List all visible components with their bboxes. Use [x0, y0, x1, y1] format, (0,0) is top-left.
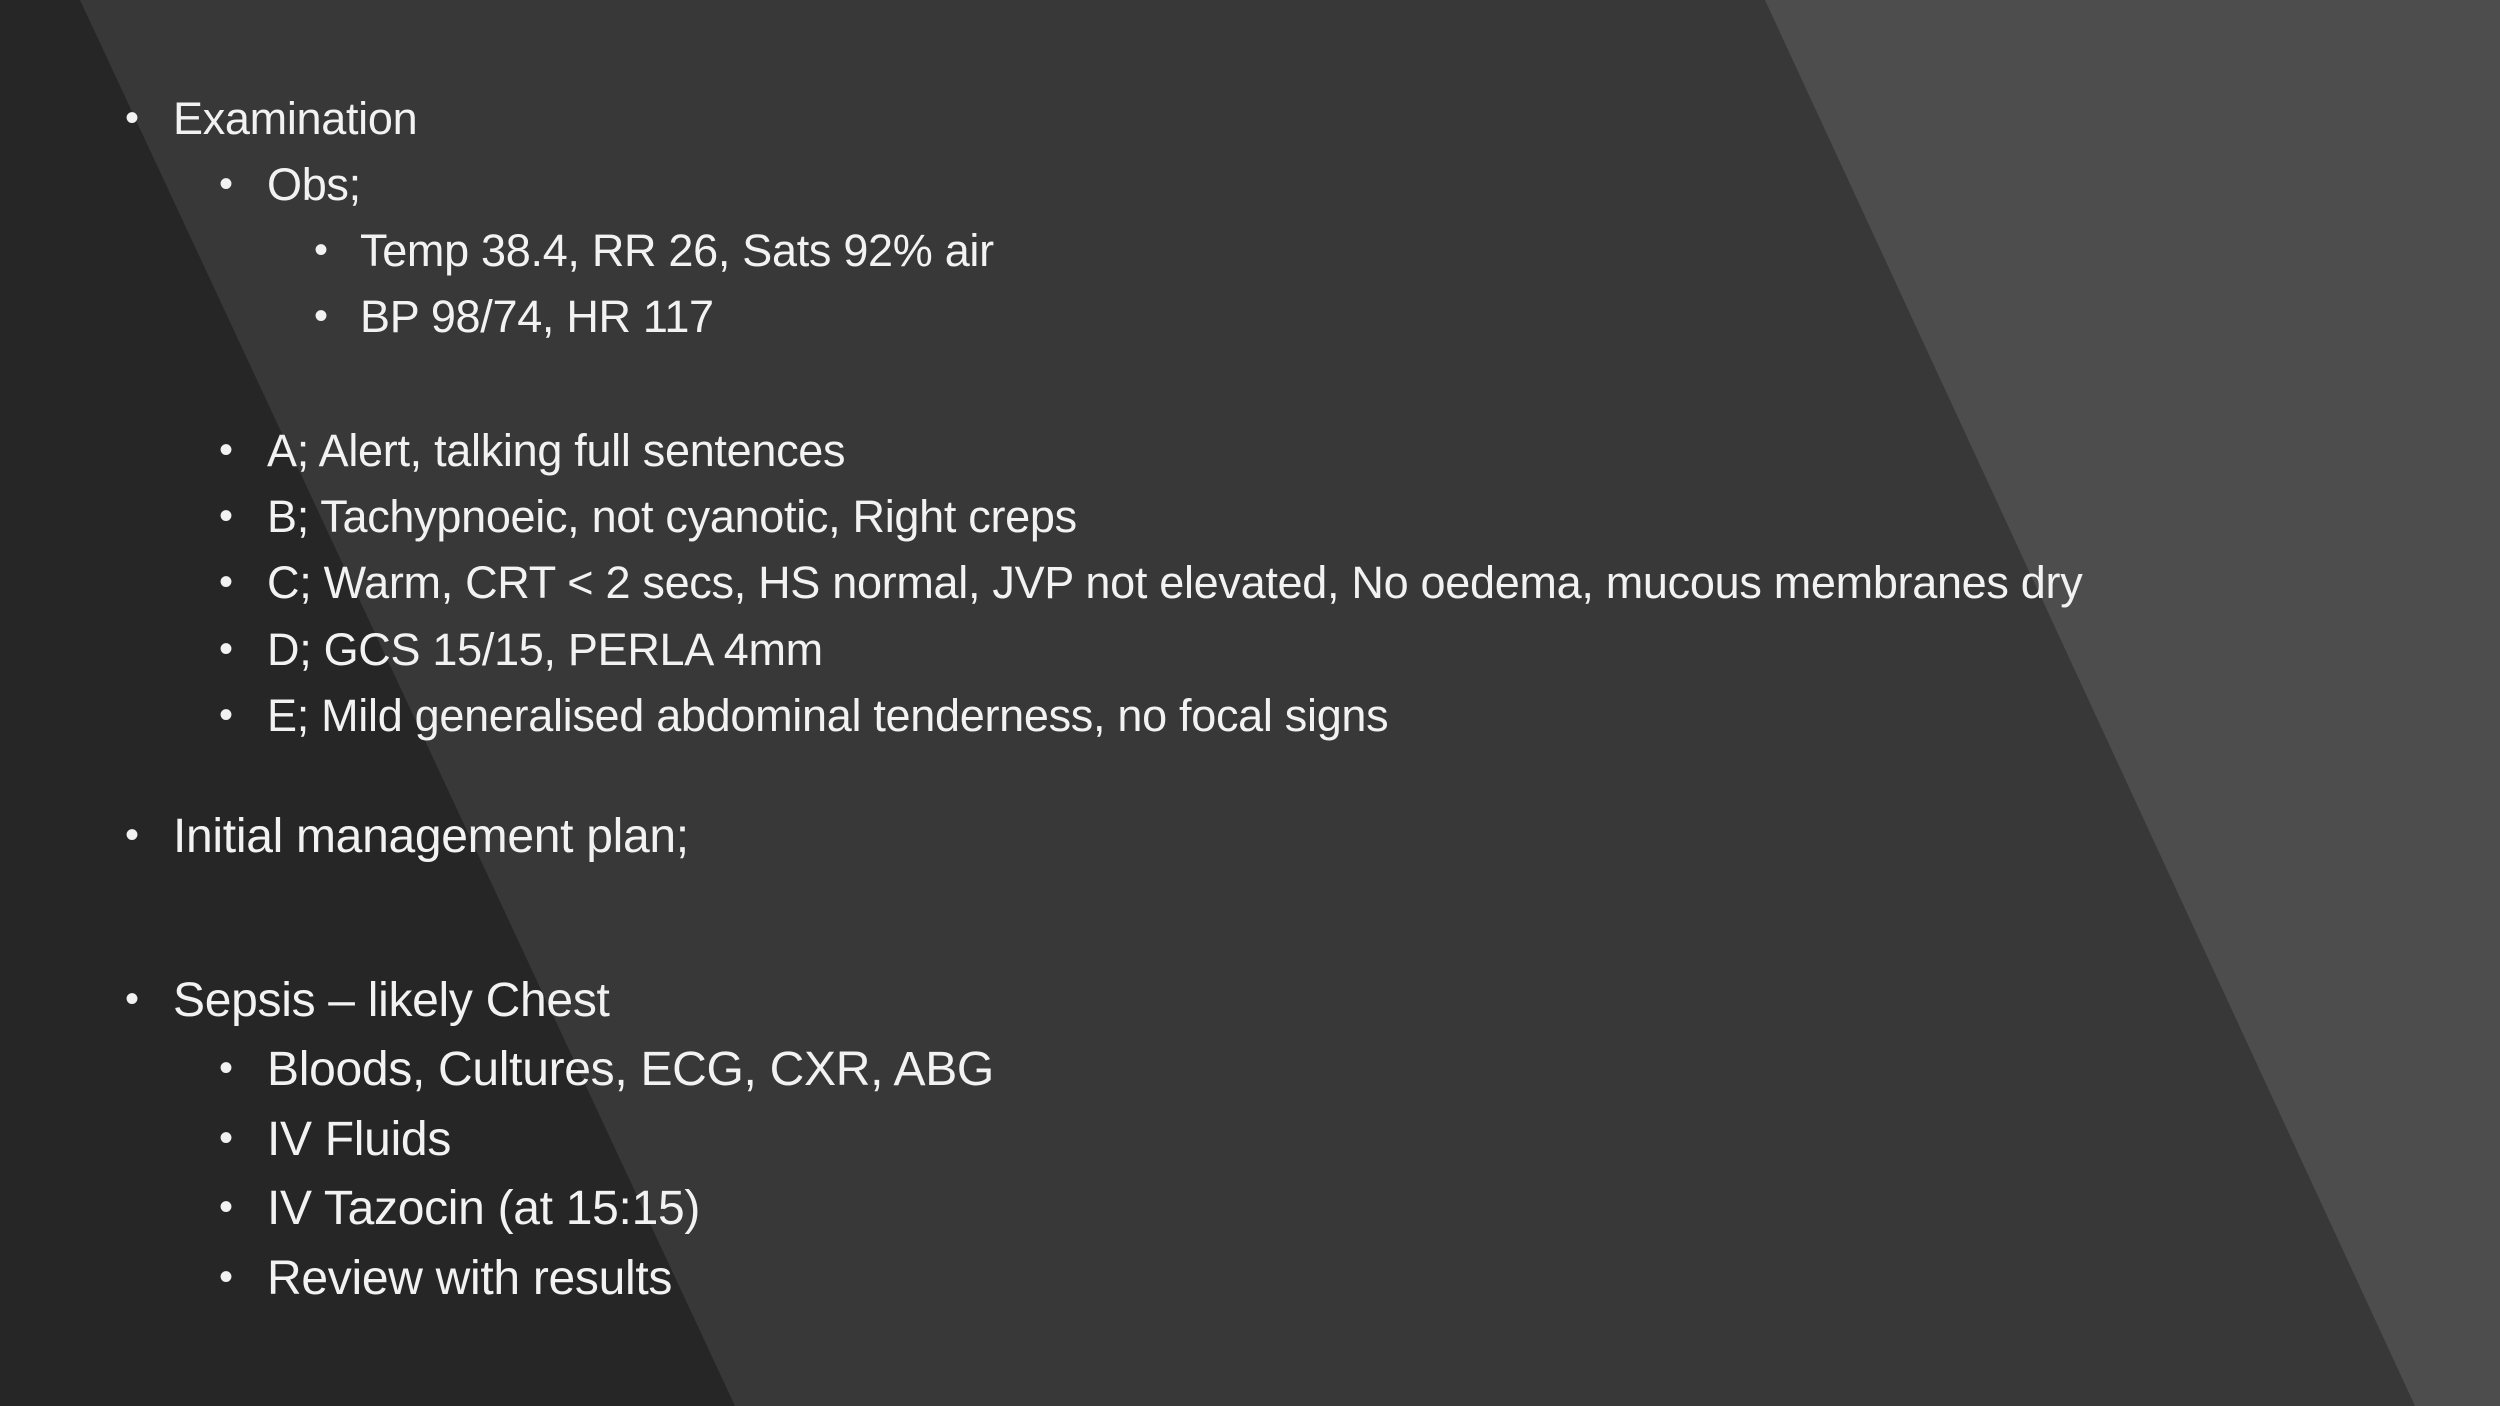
bullet-icon: • [314, 228, 328, 272]
sepsis-heading-text: Sepsis – likely Chest [173, 974, 610, 1027]
obs-item [314, 225, 994, 276]
abcde-item [219, 557, 2083, 608]
examination-heading [125, 93, 418, 144]
sepsis-item-text: Review with results [267, 1252, 673, 1305]
abcde-item-text: D; GCS 15/15, PERLA 4mm [267, 624, 823, 675]
bullet-icon: • [219, 1255, 233, 1299]
bullet-icon: • [125, 96, 139, 140]
obs-item-text: BP 98/74, HR 117 [360, 291, 714, 342]
abcde-item [219, 425, 846, 476]
bullet-icon: • [125, 813, 139, 857]
sepsis-item [219, 1252, 673, 1305]
bullet-icon: • [125, 977, 139, 1021]
sepsis-item-text: IV Fluids [267, 1113, 452, 1166]
examination-heading-text: Examination [173, 93, 418, 144]
bullet-icon: • [219, 693, 233, 737]
abcde-item [219, 491, 1077, 542]
abcde-item-text: B; Tachypnoeic, not cyanotic, Right creps [267, 491, 1077, 542]
abcde-item [219, 624, 823, 675]
sepsis-item [219, 1113, 452, 1166]
bullet-icon: • [219, 494, 233, 538]
sepsis-heading [125, 974, 610, 1027]
bullet-icon: • [219, 1185, 233, 1229]
abcde-item [219, 690, 1389, 741]
abcde-item-text: A; Alert, talking full sentences [267, 425, 846, 476]
sepsis-item [219, 1043, 994, 1096]
obs-label [219, 159, 361, 210]
sepsis-item-text: IV Tazocin (at 15:15) [267, 1182, 701, 1235]
management-heading [125, 810, 689, 863]
sepsis-item [219, 1182, 701, 1235]
obs-item-text: Temp 38.4, RR 26, Sats 92% air [360, 225, 994, 276]
bullet-icon: • [219, 1116, 233, 1160]
abcde-item-text: C; Warm, CRT < 2 secs, HS normal, JVP not elevated, No oedema, mucous membranes dry [267, 557, 2083, 608]
obs-label-text: Obs; [267, 159, 361, 210]
obs-item [314, 291, 714, 342]
bullet-icon: • [219, 162, 233, 206]
bullet-icon: • [314, 294, 328, 338]
bullet-icon: • [219, 560, 233, 604]
management-heading-text: Initial management plan; [173, 810, 689, 863]
abcde-item-text: E; Mild generalised abdominal tenderness, no focal signs [267, 690, 1389, 741]
sepsis-item-text: Bloods, Cultures, ECG, CXR, ABG [267, 1043, 994, 1096]
bullet-icon: • [219, 627, 233, 671]
bullet-icon: • [219, 1046, 233, 1090]
bullet-icon: • [219, 428, 233, 472]
